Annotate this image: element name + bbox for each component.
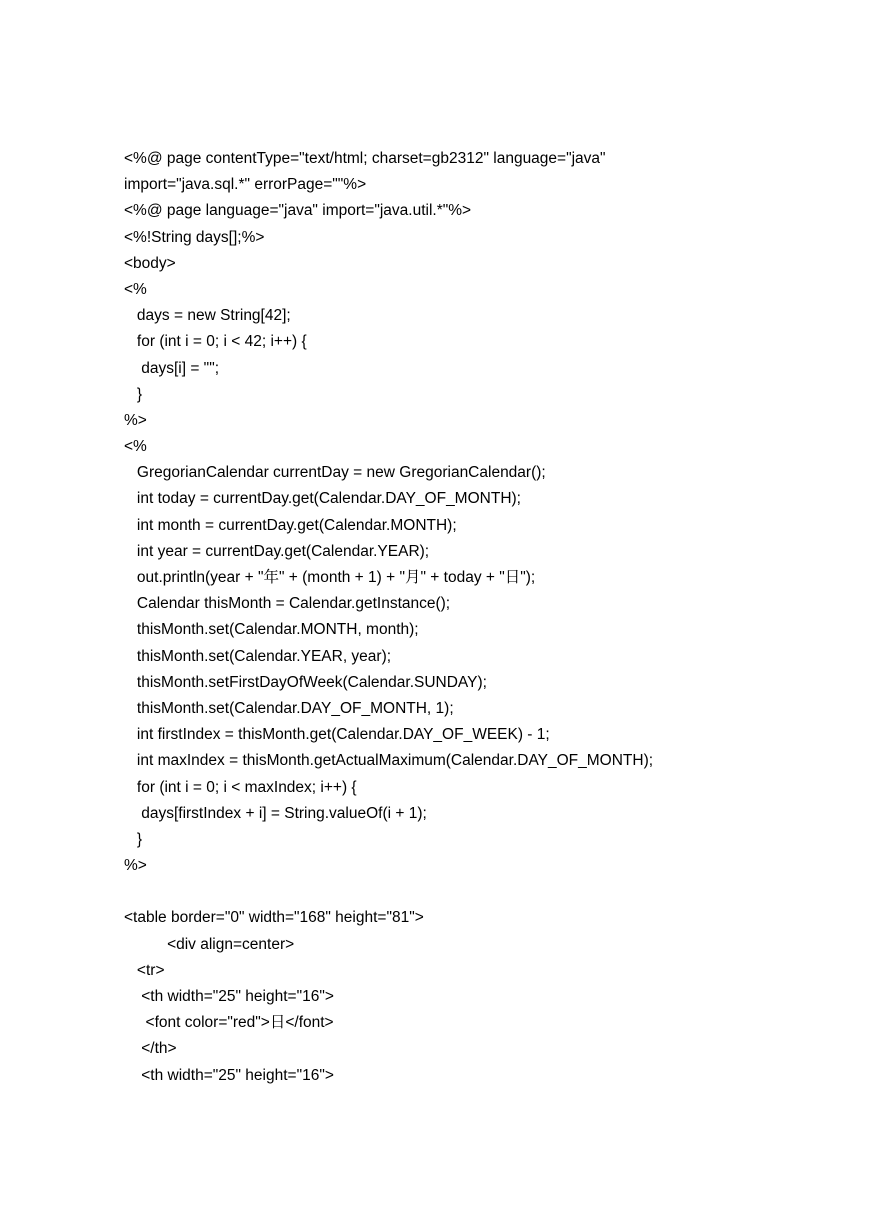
code-line: thisMonth.set(Calendar.YEAR, year); (124, 647, 392, 665)
code-line: days[i] = ""; (124, 359, 219, 377)
code-line: for (int i = 0; i < 42; i++) { (124, 333, 307, 351)
code-line: <th width="25" height="16"> (124, 1066, 334, 1084)
code-line: <%@ page language="java" import="java.util.*"%> (124, 202, 472, 220)
code-line: for (int i = 0; i < maxIndex; i++) { (124, 778, 357, 796)
code-line: <th width="25" height="16"> (124, 988, 334, 1005)
code-line: int year = currentDay.get(Calendar.YEAR); (124, 542, 430, 560)
code-line: thisMonth.set(Calendar.MONTH, month); (124, 621, 419, 639)
code-line: } (124, 385, 143, 403)
code-line: <table border="0" width="168" height="81"> (124, 909, 424, 927)
code-line: <% (124, 438, 147, 456)
code-line: days = new String[42]; (124, 307, 291, 325)
blank-line (124, 879, 653, 905)
code-line: <div align=center> (124, 935, 295, 953)
code-line: %> (124, 411, 147, 429)
code-line: } (124, 830, 143, 848)
code-line: thisMonth.set(Calendar.DAY_OF_MONTH, 1); (124, 699, 454, 717)
code-line: GregorianCalendar currentDay = new GregorianCalendar(); (124, 464, 546, 482)
code-line: out.println(year + "年" + (month + 1) + "月" + today + "日"); (124, 569, 536, 586)
code-line: import="java.sql.*" errorPage=""%> (124, 176, 367, 194)
code-line: %> (124, 857, 147, 875)
code-line: Calendar thisMonth = Calendar.getInstance(); (124, 595, 451, 613)
code-line: </th> (124, 1040, 177, 1058)
code-line: <% (124, 280, 147, 298)
code-line: int today = currentDay.get(Calendar.DAY_OF_MONTH); (124, 490, 521, 508)
code-line: days[firstIndex + i] = String.valueOf(i + 1); (124, 804, 427, 822)
code-line: <%!String days[];%> (124, 228, 265, 246)
code-line: <%@ page contentType="text/html; charset=gb2312" language="java" (124, 150, 606, 167)
code-line: int month = currentDay.get(Calendar.MONTH); (124, 516, 457, 534)
code-line: int maxIndex = thisMonth.getActualMaximum(Calendar.DAY_OF_MONTH); (124, 752, 654, 770)
code-listing (124, 146, 653, 1089)
code-line: thisMonth.setFirstDayOfWeek(Calendar.SUNDAY); (124, 673, 487, 691)
code-line: <tr> (124, 961, 165, 979)
code-line: int firstIndex = thisMonth.get(Calendar.DAY_OF_WEEK) - 1; (124, 726, 550, 744)
code-line: <body> (124, 254, 176, 272)
code-line: <font color="red">日</font> (124, 1014, 334, 1032)
